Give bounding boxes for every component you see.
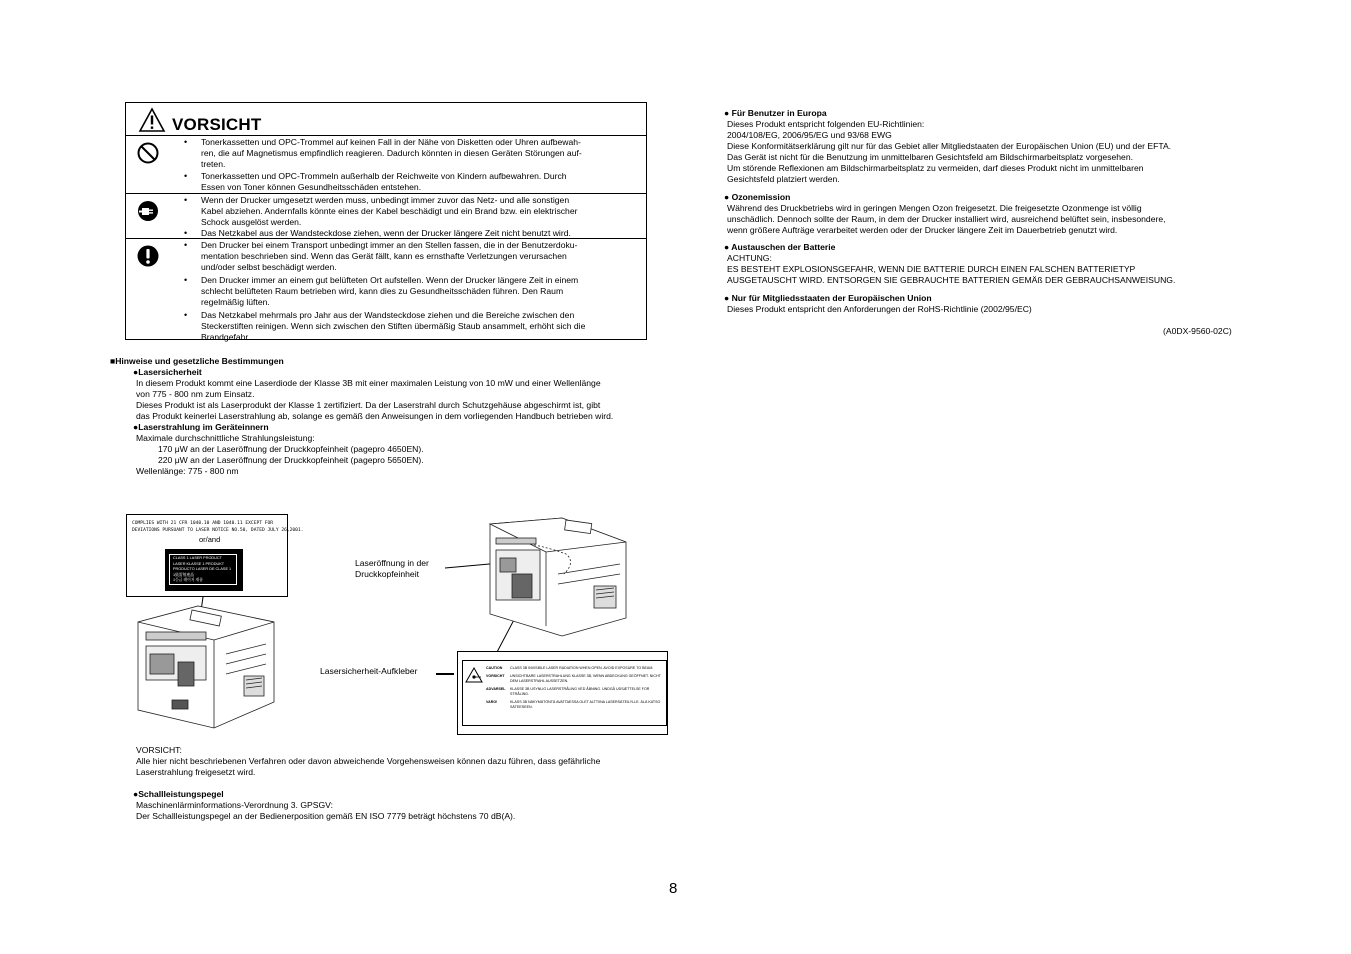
document-code: (A0DX-9560-02C)	[1163, 326, 1232, 336]
text-line: In diesem Produkt kommt eine Laserdiode der Klasse 3B mit einer maximalen Leistung von 10 mW und einer Wellenlänge	[136, 378, 601, 388]
laser-warning-sticker	[457, 651, 668, 735]
laser-safety-block	[133, 367, 202, 378]
text-line: Während des Druckbetriebs wird in geringen Mengen Ozon freigesetzt. Die freigesetzte Ozonmenge ist völlig	[727, 203, 1142, 213]
text-line: Maschinenlärminformations-Verordnung 3. GPSGV:	[136, 800, 333, 810]
sticker-row: VARO! KLASS 3B NÄKYMÄTÖNTÄ AVATTAESSA OLET ALTTIINA LASERSÄTEILYLLE. ÄLÄ KATSO SÄTEESEEN.	[486, 700, 661, 709]
class-label-line: LASER KLASSE 1 PRODUKT	[173, 561, 225, 566]
text-line: Der Schallleistungspegel an der Bedienerposition gemäß EN ISO 7779 beträgt höchstens 70 dB(A).	[136, 811, 516, 821]
europe-title: ● Für Benutzer in Europa	[724, 108, 827, 118]
text-line: 170 μW an der Laseröffnung der Druckkopfeinheit (pagepro 4650EN).	[158, 444, 424, 454]
text-line: ES BESTEHT EXPLOSIONSGEFAHR, WENN DIE BATTERIE DURCH EINEN FALSCHEN BATTERIETYP	[727, 264, 1136, 274]
battery-title: ● Austauschen der Batterie	[724, 242, 836, 252]
laser-warning-text	[136, 745, 600, 778]
text-line: Alle hier nicht beschriebenen Verfahren oder davon abweichende Vorgehensweisen können dazu führen, dass gefährliche	[136, 756, 601, 766]
text-line: Das Gerät ist nicht für die Benutzung im unmittelbaren Gesichtsfeld am Bildschirmarbeitsplatz vorgesehen.	[727, 152, 1134, 162]
ozone-section	[724, 192, 1166, 236]
laser-radiation-block	[133, 422, 269, 433]
unplug-icon	[136, 199, 160, 223]
class-label-line: 1級雷射產品	[173, 572, 195, 577]
text-line: AUSGETAUSCHT WIRD. ENTSORGEN SIE GEBRAUCHTE BATTERIEN GEMÄß DER GEBRAUCHSANWEISUNG.	[727, 275, 1176, 285]
label-laser-sticker: Lasersicherheit-Aufkleber	[320, 666, 418, 676]
sound-text	[136, 800, 515, 822]
class-label-line: PRODUCTO LASER DE CLASE 1	[173, 567, 232, 572]
wavelength-text: Wellenlänge: 775 - 800 nm	[136, 466, 239, 476]
caution-item: • Tonerkassetten und OPC-Trommeln außerhalb der Reichweite von Kindern aufbewahren. Durch Essen von Toner können Gesundheitsschäden entstehen.	[182, 171, 630, 193]
orand-text: or/and	[199, 535, 221, 544]
label-laser-aperture: Laseröffnung in der Druckkopfeinheit	[355, 558, 429, 579]
regulations-section	[110, 356, 284, 367]
compliance-text: COMPLIES WITH 21 CFR 1040.10 AND 1040.11 EXCEPT FOR	[132, 521, 274, 526]
compliance-text: DEVIATIONS PURSUANT TO LASER NOTICE NO.50, DATED JULY 26,2001.	[132, 528, 304, 533]
caution-item: • Den Drucker immer an einem gut belüfteten Ort aufstellen. Wenn der Drucker längere Zeit in einem schlecht belüfteten Raum betrieben wird, kann dies zu Gesundheitsschäden führen. Den Raum regelmäßig lüften.	[182, 275, 630, 308]
sticker-row: CAUTION CLASS 3B INVISIBLE LASER RADIATION WHEN OPEN. AVOID EXPOSURE TO BEAM.	[486, 666, 654, 670]
sound-title: ●Schallleistungspegel	[133, 789, 224, 799]
printer-right-illustration	[490, 518, 626, 636]
text-line: Dieses Produkt entspricht den Anforderungen der RoHS-Richtlinie (2002/95/EC)	[727, 304, 1032, 314]
warning-title: VORSICHT:	[136, 745, 182, 755]
laser-hazard-icon	[465, 667, 483, 683]
europe-section	[724, 108, 1171, 185]
laser-radiation-title: ●Laserstrahlung im Geräteinnern	[133, 422, 269, 432]
laser-safety-title: ●Lasersicherheit	[133, 367, 202, 377]
caution-item: • Das Netzkabel mehrmals pro Jahr aus der Wandsteckdose ziehen und die Bereiche zwischen den Steckerstiften reinigen. Wenn sich zwischen den Stiften übermäßig Staub ansammelt, erhöht sich die Brandgefahr.	[182, 310, 630, 343]
text-line: Maximale durchschnittliche Strahlungsleistung:	[136, 433, 315, 443]
caution-title: VORSICHT	[172, 115, 262, 134]
page-number: 8	[669, 880, 678, 897]
text-line: unschädlich. Dennoch sollte der Raum, in dem der Drucker installiert wird, ausreichend belüftet sein, insbesondere,	[727, 214, 1166, 224]
text-line: ACHTUNG:	[727, 253, 772, 263]
laser-radiation-text	[136, 433, 424, 477]
caution-row-transport	[126, 239, 646, 340]
section-title: ■Hinweise und gesetzliche Bestimmungen	[110, 356, 284, 366]
caution-row-magnetism	[126, 136, 646, 194]
text-line: von 775 - 800 nm zum Einsatz.	[136, 389, 255, 399]
caution-row-cables	[126, 194, 646, 239]
prohibited-icon	[136, 141, 160, 165]
sound-block	[133, 789, 224, 800]
text-line: Gesichtsfeld platziert werden.	[727, 174, 840, 184]
eu-section	[724, 293, 1032, 315]
caution-item: • Wenn der Drucker umgesetzt werden muss, unbedingt immer zuvor das Netz- und alle sonstigen Kabel abziehen. Andernfalls könnte eines der Kabel beschädigt und ein Brand bzw. ein elektrischer Schock ausgelöst werden.	[182, 195, 630, 228]
class-label-line: 1등급 레이저 제품	[173, 578, 203, 583]
text-line: Dieses Produkt ist als Laserprodukt der Klasse 1 zertifiziert. Da der Laserstrahl durch Schutzgehäuse abgeschirmt ist, gibt	[136, 400, 601, 410]
text-line: 220 μW an der Laseröffnung der Druckkopfeinheit (pagepro 5650EN).	[158, 455, 424, 465]
text-line: Diese Konformitätserklärung gilt nur für das Gebiet aller Mitgliedstaaten der Europäischen Union (EU) und der EFTA.	[727, 141, 1172, 151]
caution-item: • Tonerkassetten und OPC-Trommel auf keinen Fall in der Nähe von Disketten oder Uhren aufbewah- ren, die auf Magnetismus empfindlich reagieren. Dadurch könnten in diesen Geräten Störungen auf- treten.	[182, 137, 630, 170]
caution-box	[125, 102, 647, 340]
text-line: Dieses Produkt entspricht folgenden EU-Richtlinien:	[727, 119, 925, 129]
text-line: Um störende Reflexionen am Bildschirmarbeitsplatz zu vermeiden, darf dieses Produkt nicht im unmittelbaren	[727, 163, 1144, 173]
sticker-row: ADVARSEL KLASSE 3B USYNLIG LASERSTRÅLING VED ÅBNING. UNDGÅ UDSÆTTELSE FOR STRÅLING.	[486, 687, 650, 696]
text-line: Laserstrahlung freigesetzt wird.	[136, 767, 256, 777]
battery-section	[724, 242, 1175, 286]
warning-triangle-icon	[138, 107, 166, 133]
text-line: 2004/108/EG, 2006/95/EG und 93/68 EWG	[727, 130, 892, 140]
caution-header	[126, 103, 646, 136]
class-label-line: CLASS 1 LASER PRODUCT	[173, 556, 222, 560]
eu-title: ● Nur für Mitgliedsstaaten der Europäischen Union	[724, 293, 932, 303]
text-line: das Produkt keinerlei Laserstrahlung ab, solange es gemäß den Anweisungen in dem vorliegenden Handbuch betrieben wird.	[136, 411, 614, 421]
ozone-title: ● Ozonemission	[724, 192, 791, 202]
caution-item: • Das Netzkabel aus der Wandsteckdose ziehen, wenn der Drucker längere Zeit nicht benutzt wird.	[182, 228, 630, 239]
text-line: wenn größere Aufträge verarbeitet werden oder der Drucker längere Zeit im Dauerbetrieb genutzt wird.	[727, 225, 1118, 235]
caution-item: • Den Drucker bei einem Transport unbedingt immer an den Stellen fassen, die in der Benutzerdoku- mentation beschrieben sind. Wenn das Gerät fällt, kann es ernsthafte Verletzungen verursachen und/oder selbst beschädigt werden.	[182, 240, 630, 273]
printer-left-illustration	[138, 606, 274, 728]
exclamation-icon	[136, 244, 160, 268]
laser-safety-text	[136, 378, 613, 422]
sticker-row: VORSICHT UNSICHTBARE LASERSTRAHLUNG KLASSE 3B, WENN ABDECKUNG GEÖFFNET. NICHT DEM LASERSTRAHL AUSSETZEN.	[486, 674, 661, 683]
